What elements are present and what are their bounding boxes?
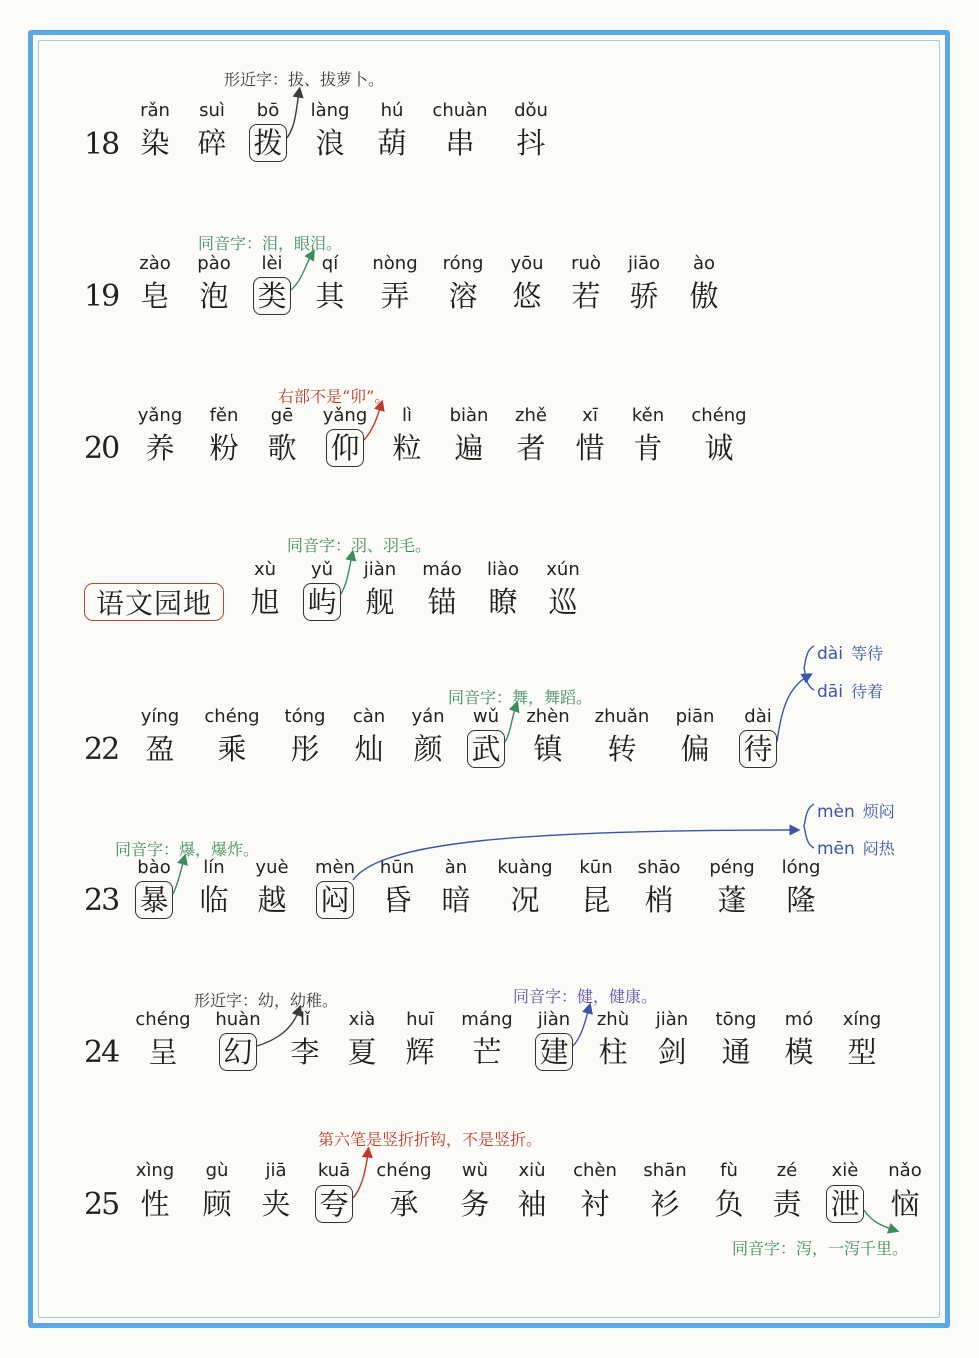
pinyin-label: rǎn [140,100,170,121]
hanzi-character: 碎 [197,126,227,160]
hanzi-character: 类 [257,279,287,313]
hanzi-character: 浪 [315,126,345,160]
pinyin-label: chéng [135,1009,191,1030]
hanzi-character: 悠 [512,279,542,313]
pinyin-label: wù [461,1160,489,1181]
lesson-number: 25 [84,1187,119,1222]
hanzi-character: 旭 [250,585,280,619]
hanzi-character: 屿 [307,585,337,619]
hanzi-character: 建 [539,1035,569,1069]
pinyin-label: biàn [449,405,489,426]
pinyin-label: kuā [317,1160,351,1181]
pinyin-label: máo [422,559,462,580]
hanzi-character: 芒 [472,1035,502,1069]
pinyin-label: jiàn [363,559,397,580]
pinyin-label: lì [401,405,412,426]
hanzi-character: 暗 [441,883,471,917]
pinyin-label: bō [256,100,280,121]
arrow-25b [864,1210,894,1230]
hanzi-character: 者 [516,431,546,465]
arrow-dai [777,676,808,742]
hanzi-character: 若 [571,279,601,313]
hanzi-character: 隆 [786,883,816,917]
hanzi-character: 巡 [548,585,578,619]
hanzi-character: 歌 [267,431,297,465]
pinyin-label: ruò [571,253,601,274]
pinyin-label: pào [197,253,231,274]
pinyin-label: jiàn [655,1009,689,1030]
hanzi-character: 诚 [704,431,734,465]
hanzi-character: 务 [460,1187,490,1221]
pinyin-label: dǒu [514,100,548,121]
pinyin-label: xià [348,1009,376,1030]
arrow-22 [505,706,516,742]
hanzi-character: 夏 [347,1035,377,1069]
pinyin-label: chéng [204,706,260,727]
hanzi-character: 拨 [253,126,283,160]
hanzi-character: 溶 [448,279,478,313]
hanzi-character: 李 [290,1035,320,1069]
arrow-18 [287,92,299,138]
polyphone-dai-2: dāi 待着 [817,682,883,702]
pinyin-label: huī [406,1009,434,1030]
note-lesson-22: 同音字：舞，舞蹈。 [448,688,593,707]
hanzi-character: 夹 [261,1187,291,1221]
hanzi-character: 承 [389,1187,419,1221]
hanzi-character: 乘 [217,732,247,766]
hanzi-character: 偏 [680,732,710,766]
hanzi-character: 惜 [575,431,605,465]
pinyin-label: nòng [372,253,418,274]
pinyin-label: yǎng [322,405,368,426]
polyphone-dai-1: dài 等待 [817,644,883,664]
pinyin-label: lèi [261,253,283,274]
pinyin-label: fù [720,1160,738,1181]
pinyin-label: chuàn [432,100,488,121]
hanzi-character: 遍 [454,431,484,465]
hanzi-character: 抖 [516,126,546,160]
hanzi-character: 镇 [533,732,563,766]
pinyin-label: kěn [631,405,665,426]
pinyin-label: kuàng [497,857,553,878]
hanzi-character: 串 [445,126,475,160]
hanzi-character: 皂 [140,279,170,313]
arrow-19 [291,254,312,290]
hanzi-character: 转 [607,732,637,766]
hanzi-character: 性 [140,1187,170,1221]
arrow-25a [353,1152,368,1198]
pinyin-label: lóng [781,857,821,878]
pinyin-label: xíng [842,1009,882,1030]
hanzi-character: 袖 [517,1187,547,1221]
hanzi-character: 负 [714,1187,744,1221]
pinyin-label: yōu [510,253,544,274]
hanzi-character: 责 [772,1187,802,1221]
pinyin-label: huàn [215,1009,261,1030]
pinyin-label: chéng [376,1160,432,1181]
note-lesson-23: 同音字：爆，爆炸。 [115,840,260,859]
pinyin-label: gù [205,1160,229,1181]
pinyin-label: xún [546,559,580,580]
pinyin-label: piān [675,706,715,727]
polyphone-men-1: mèn 烦闷 [817,802,895,822]
hanzi-character: 辉 [405,1035,435,1069]
hanzi-character: 武 [471,732,501,766]
hanzi-character: 待 [743,732,773,766]
hanzi-character: 呈 [148,1035,178,1069]
arrow-24a [257,1010,299,1046]
pinyin-label: liào [486,559,520,580]
pinyin-label: péng [709,857,755,878]
hanzi-character: 粉 [209,431,239,465]
pinyin-label: yuè [255,857,289,878]
hanzi-character: 锚 [427,585,457,619]
pinyin-label: zhuǎn [594,706,650,727]
note-garden: 同音字：羽、羽毛。 [287,536,432,555]
lesson-number: 18 [84,127,119,162]
pinyin-label: lín [203,857,225,878]
pinyin-label: àn [444,857,468,878]
pinyin-label: zhèn [526,706,570,727]
hanzi-character: 模 [784,1035,814,1069]
pinyin-label: yíng [140,706,180,727]
pinyin-label: lǐ [299,1009,310,1030]
hanzi-character: 泄 [830,1187,860,1221]
note-lesson-24-a: 形近字：幼，幼稚。 [194,991,339,1010]
pinyin-label: yán [411,706,445,727]
arrow-23 [173,859,184,894]
hanzi-character: 养 [145,431,175,465]
hanzi-character: 骄 [629,279,659,313]
hanzi-character: 通 [721,1035,751,1069]
hanzi-character: 粒 [392,431,422,465]
pinyin-label: xìng [135,1160,175,1181]
brace-men [804,804,814,848]
pinyin-label: yǎng [137,405,183,426]
pinyin-label: fěn [209,405,239,426]
hanzi-character: 颜 [413,732,443,766]
hanzi-character: 泡 [199,279,229,313]
hanzi-character: 剑 [657,1035,687,1069]
garden-section-label: 语文园地 [84,583,224,621]
lesson-number: 24 [84,1035,119,1070]
lesson-number: 23 [84,883,119,918]
pinyin-label: róng [442,253,484,274]
hanzi-character: 暴 [139,883,169,917]
hanzi-character: 衫 [650,1187,680,1221]
pinyin-label: mó [784,1009,814,1030]
pinyin-label: chéng [691,405,747,426]
pinyin-label: xiù [518,1160,546,1181]
pinyin-label: máng [461,1009,513,1030]
pinyin-label: qí [321,253,339,274]
pinyin-label: xiè [831,1160,859,1181]
hanzi-character: 舰 [365,585,395,619]
note-lesson-19: 同音字：泪，眼泪。 [198,234,343,253]
note-lesson-25-a: 第六笔是竖折折钩，不是竖折。 [318,1130,543,1149]
hanzi-character: 临 [199,883,229,917]
hanzi-character: 闷 [320,883,350,917]
hanzi-character: 梢 [644,883,674,917]
hanzi-character: 瞭 [488,585,518,619]
pinyin-label: shān [643,1160,687,1181]
hanzi-character: 型 [847,1035,877,1069]
pinyin-label: suì [199,100,225,121]
note-lesson-18: 形近字：拔、拔萝卜。 [224,70,385,89]
hanzi-character: 弄 [380,279,410,313]
polyphone-men-2: mēn 闷热 [817,839,895,859]
pinyin-label: hú [380,100,404,121]
pinyin-label: jiāo [627,253,661,274]
pinyin-label: yǔ [310,559,334,580]
lesson-number: 22 [84,732,119,767]
pinyin-label: zé [776,1160,798,1181]
hanzi-character: 葫 [377,126,407,160]
brace-dai [804,646,814,690]
pinyin-label: làng [310,100,350,121]
pinyin-label: dài [744,706,772,727]
hanzi-character: 况 [510,883,540,917]
pinyin-label: xī [582,405,598,426]
pinyin-label: zào [139,253,171,274]
hanzi-character: 灿 [354,732,384,766]
pinyin-label: kūn [579,857,613,878]
hanzi-character: 盈 [145,732,175,766]
hanzi-character: 柱 [598,1035,628,1069]
pinyin-label: gē [270,405,294,426]
pinyin-label: chèn [573,1160,617,1181]
arrow-20 [364,405,381,440]
hanzi-character: 傲 [689,279,719,313]
lesson-number: 19 [84,279,119,314]
hanzi-character: 衬 [580,1187,610,1221]
note-lesson-20: 右部不是“卯”。 [278,387,391,406]
hanzi-character: 彤 [290,732,320,766]
hanzi-character: 昆 [581,883,611,917]
hanzi-character: 昏 [382,883,412,917]
hanzi-character: 越 [257,883,287,917]
pinyin-label: jiàn [537,1009,571,1030]
pinyin-label: hūn [379,857,415,878]
pinyin-label: càn [352,706,386,727]
arrow-garden [341,555,352,594]
hanzi-character: 其 [315,279,345,313]
hanzi-character: 夸 [319,1187,349,1221]
pinyin-label: tōng [715,1009,757,1030]
arrow-24b [573,1008,589,1046]
lesson-number: 20 [84,431,119,466]
hanzi-character: 恼 [890,1187,920,1221]
note-lesson-25-b: 同音字：泻，一泻千里。 [732,1239,909,1258]
note-lesson-24-b: 同音字：健，健康。 [513,987,658,1006]
hanzi-character: 顾 [202,1187,232,1221]
hanzi-character: 肯 [633,431,663,465]
hanzi-character: 幻 [223,1035,253,1069]
pinyin-label: tóng [284,706,326,727]
pinyin-label: bào [137,857,171,878]
pinyin-label: zhě [515,405,547,426]
hanzi-character: 仰 [330,431,360,465]
pinyin-label: shāo [637,857,681,878]
pinyin-label: ào [692,253,716,274]
arrow-men [353,830,795,880]
pinyin-label: xù [253,559,277,580]
pinyin-label: wǔ [472,706,500,727]
hanzi-character: 染 [140,126,170,160]
pinyin-label: jiā [265,1160,287,1181]
hanzi-character: 蓬 [717,883,747,917]
pinyin-label: zhù [596,1009,630,1030]
pinyin-label: mèn [314,857,356,878]
pinyin-label: nǎo [888,1160,922,1181]
